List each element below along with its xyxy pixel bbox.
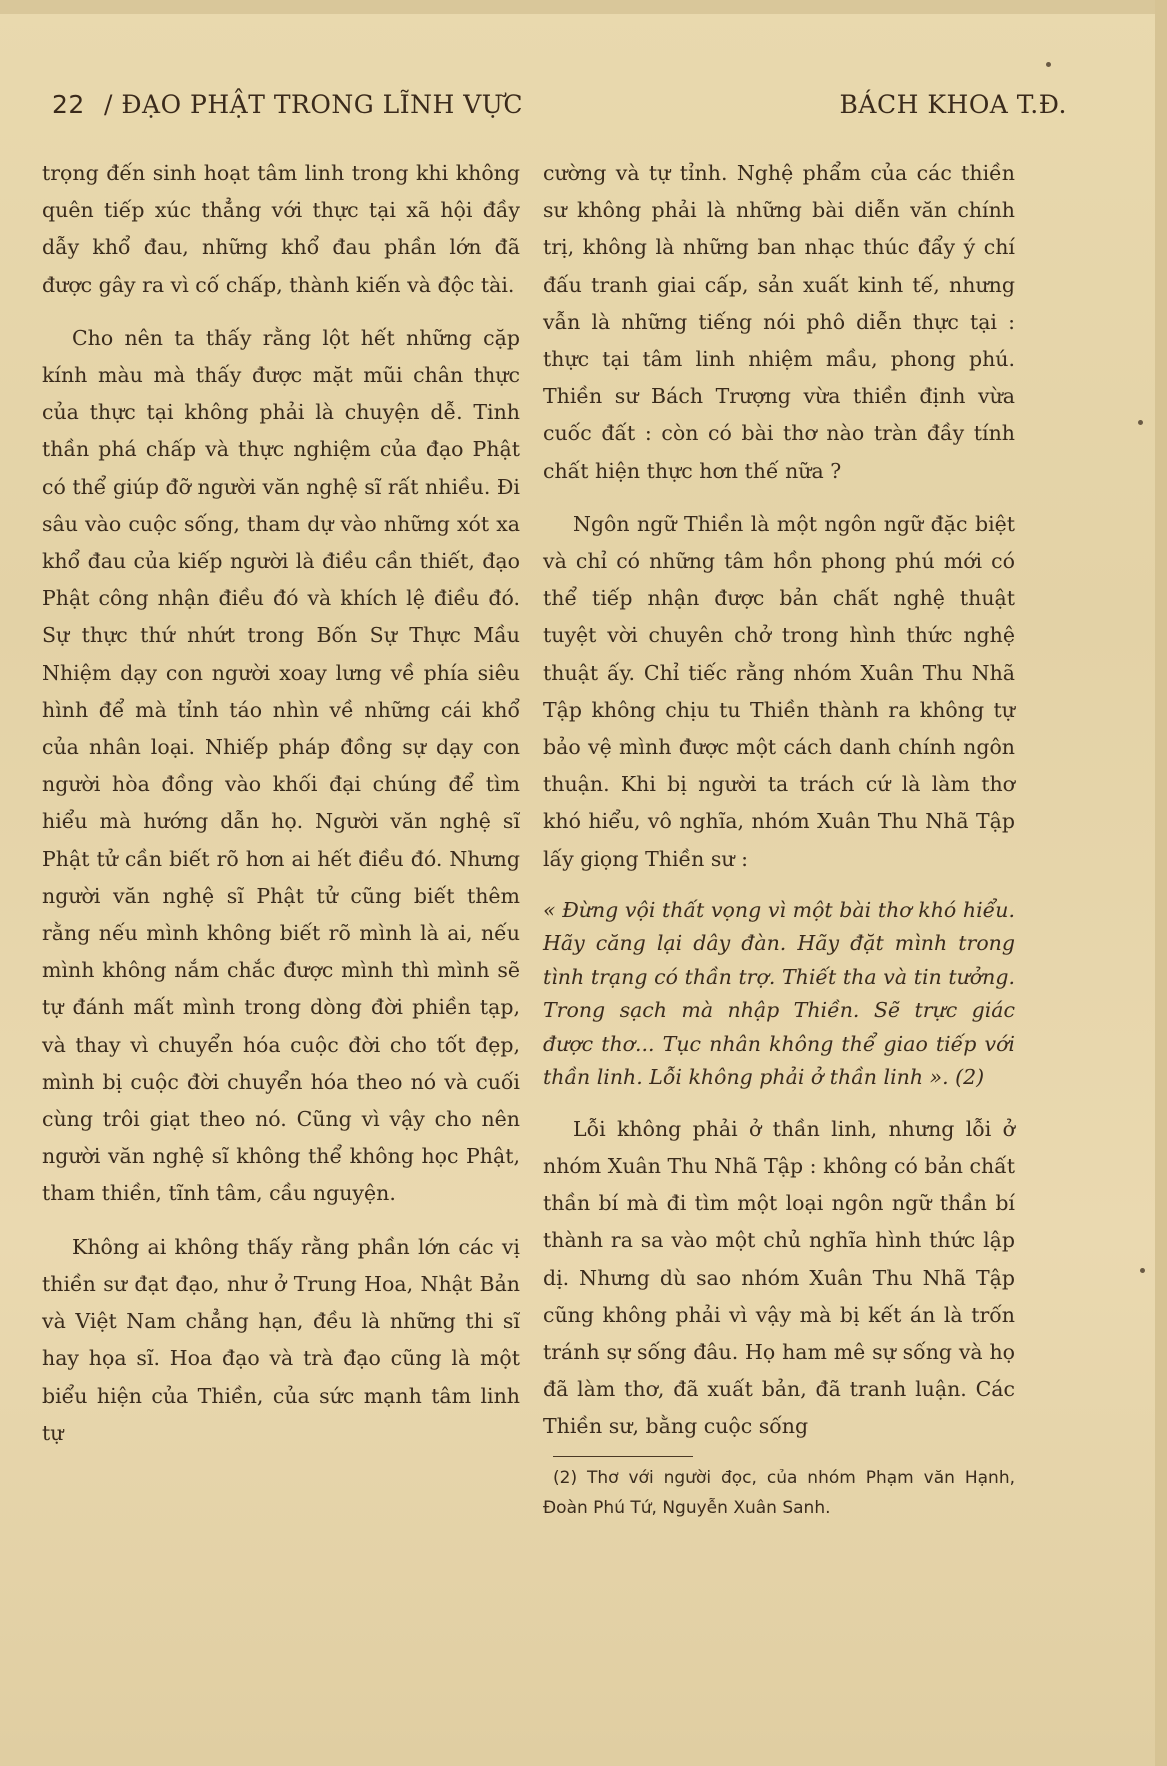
- paragraph: cường và tự tỉnh. Nghệ phẩm của các thiền sư không phải là những bài diễn văn chính trị, không là những ban nhạc thúc đẩy ý chí đấu tranh giai cấp, sản xuất kinh tế, nhưng vẫn là những tiếng nói phô diễn thực tại : thực tại tâm linh nhiệm mầu, phong phú. Thiền sư Bách Trượng vừa thiền định vừa cuốc đất : còn có bài thơ nào tràn đầy tính chất hiện thực hơn thế nữa ?: [543, 161, 1015, 483]
- page-number: 22: [52, 90, 85, 119]
- paragraph: Không ai không thấy rằng phần lớn các vị thiền sư đạt đạo, như ở Trung Hoa, Nhật Bản và Việt Nam chẳng hạn, đều là những thi sĩ hay họa sĩ. Hoa đạo và trà đạo cũng là một biểu hiện của Thiền, của sức mạnh tâm linh tự: [42, 1234, 520, 1445]
- block-quote: « Đừng vội thất vọng vì một bài thơ khó hiểu. Hãy căng lại dây đàn. Hãy đặt mình trong tình trạng có thần trợ. Thiết tha và tin tưởng. Trong sạch mà nhập Thiền. Sẽ trực giác được thơ... Tục nhân không thể giao tiếp với thần linh. Lỗi không phải ở thần linh ». (2): [543, 897, 1015, 1090]
- running-header: [52, 90, 1067, 130]
- left-column: [42, 155, 520, 1452]
- right-column: [543, 155, 1015, 1523]
- page-right-edge: [1155, 0, 1167, 1766]
- paragraph: Ngôn ngữ Thiền là một ngôn ngữ đặc biệt và chỉ có những tâm hồn phong phú mới có thể tiếp nhận được bản chất nghệ thuật tuyệt vời chuyên chở trong hình thức nghệ thuật ấy. Chỉ tiếc rằng nhóm Xuân Thu Nhã Tập không chịu tu Thiền thành ra không tự bảo vệ mình được một cách danh chính ngôn thuận. Khi bị người ta trách cứ là làm thơ khó hiểu, vô nghĩa, nhóm Xuân Thu Nhã Tập lấy giọng Thiền sư :: [543, 511, 1015, 871]
- paragraph: Cho nên ta thấy rằng lột hết những cặp kính màu mà thấy được mặt mũi chân thực của thực tại không phải là chuyện dễ. Tinh thần phá chấp và thực nghiệm của đạo Phật có thể giúp đỡ người văn nghệ sĩ rất nhiều. Đi sâu vào cuộc sống, tham dự vào những xót xa khổ đau của kiếp người là điều cần thiết, đạo Phật công nhận điều đó và khích lệ điều đó. Sự thực thứ nhứt trong Bốn Sự Thực Mầu Nhiệm dạy con người xoay lưng về phía siêu hình để mà tỉnh táo nhìn về những cái khổ của nhân loại. Nhiếp pháp đồng sự dạy con người hòa đồng vào khối đại chúng để tìm hiểu mà hướng dẫn họ. Người văn nghệ sĩ Phật tử cần biết rõ hơn ai hết điều đó. Nhưng người văn nghệ sĩ Phật tử cũng biết thêm rằng nếu mình không biết rõ mình là ai, nếu mình không nắm chắc được mình thì mình sẽ tự đánh mất mình trong dòng đời phiền tạp, và thay vì chuyển hóa cuộc đời cho tốt đẹp, mình bị cuộc đời chuyển hóa theo nó và cuối cùng trôi giạt theo nó. Cũng vì vậy cho nên người văn nghệ sĩ không thể không học Phật, tham thiền, tĩnh tâm, cầu nguyện.: [42, 325, 520, 1206]
- footnote-rule: [553, 1456, 693, 1457]
- page-top-edge: [0, 0, 1167, 14]
- paper-speck: [1046, 62, 1051, 67]
- paragraph: trọng đến sinh hoạt tâm linh trong khi không quên tiếp xúc thẳng với thực tại xã hội đầy dẫy khổ đau, những khổ đau phần lớn đã được gây ra vì cố chấp, thành kiến và độc tài.: [42, 161, 520, 297]
- paragraph: Lỗi không phải ở thần linh, nhưng lỗi ở nhóm Xuân Thu Nhã Tập : không có bản chất thần bí mà đi tìm một loại ngôn ngữ thần bí thành ra sa vào một chủ nghĩa hình thức lập dị. Nhưng dù sao nhóm Xuân Thu Nhã Tập cũng không phải vì vậy mà bị kết án là trốn tránh sự sống đâu. Họ ham mê sự sống và họ đã làm thơ, đã xuất bản, đã tranh luận. Các Thiền sư, bằng cuộc sống: [543, 1116, 1015, 1439]
- paper-speck: [1138, 420, 1143, 425]
- paper-speck: [1140, 1268, 1145, 1273]
- running-title-right: BÁCH KHOA T.Đ.: [839, 90, 1067, 119]
- running-title-left: / ĐẠO PHẬT TRONG LĨNH VỰC: [104, 90, 523, 119]
- footnote: (2) Thơ với người đọc, của nhóm Phạm văn Hạnh, Đoàn Phú Tứ, Nguyễn Xuân Sanh.: [543, 1467, 1015, 1518]
